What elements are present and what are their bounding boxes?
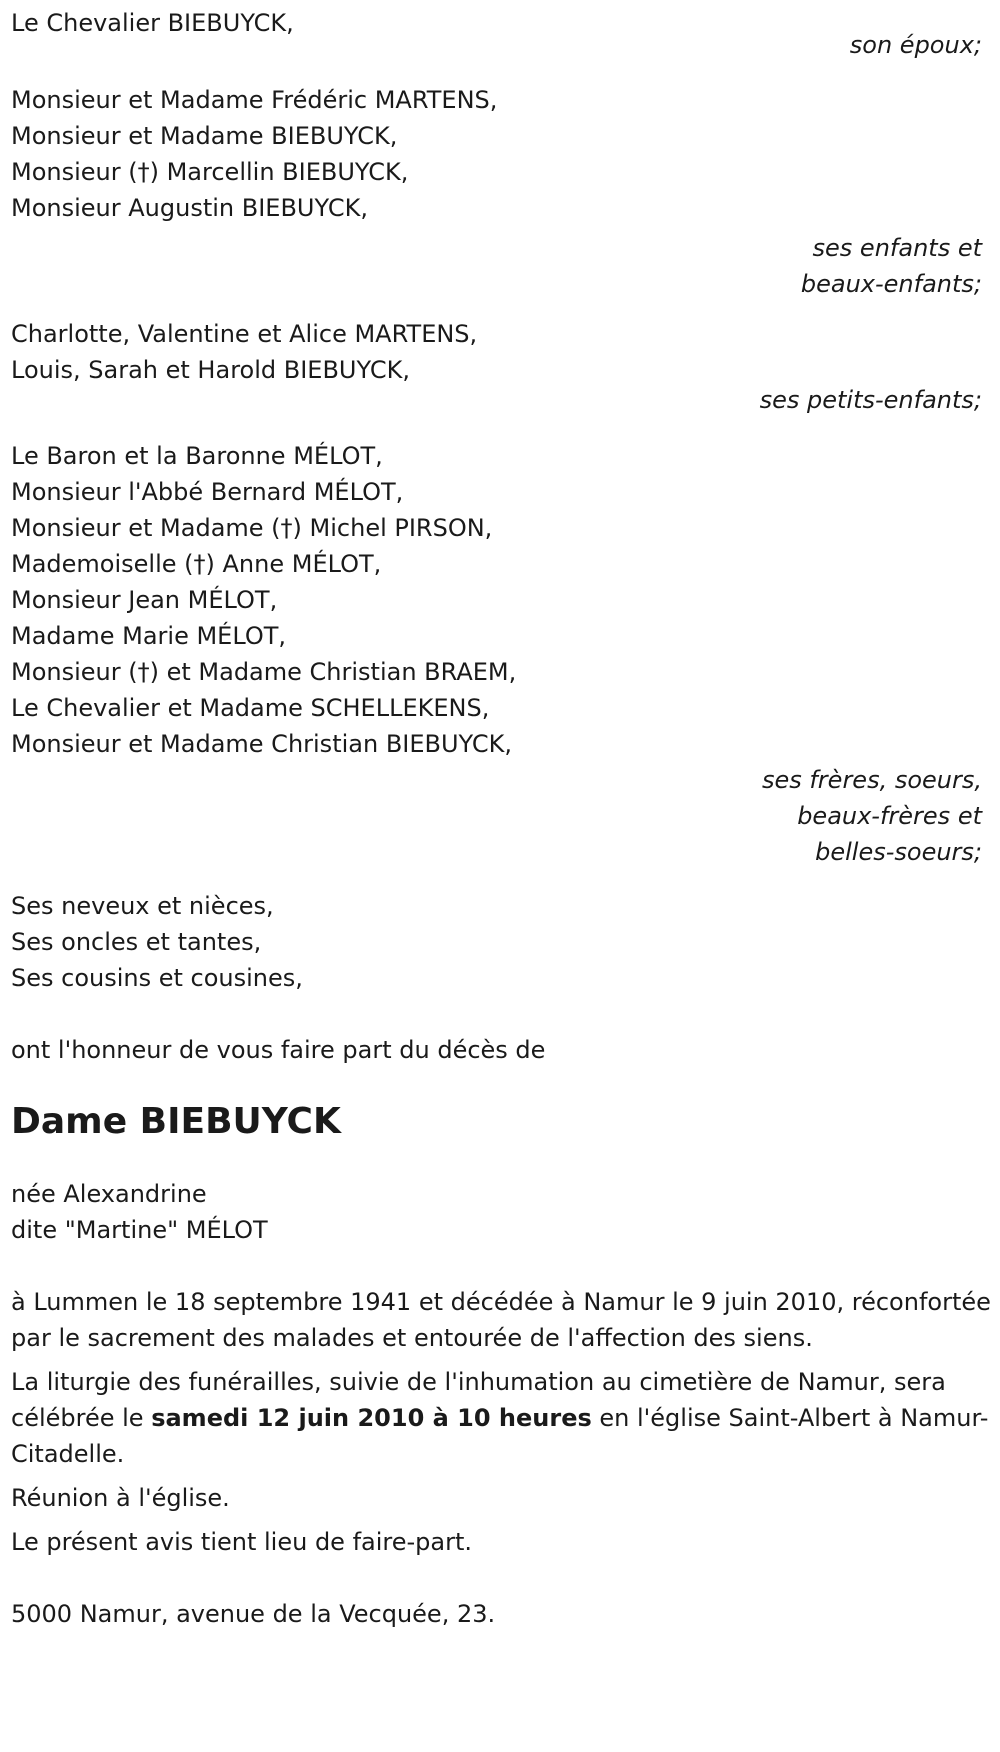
sibling-name: Mademoiselle (†) Anne MÉLOT, xyxy=(11,550,382,578)
birth-death-paragraph: à Lummen le 18 septembre 1941 et décédée à Namur le 9 juin 2010, réconfortée par le sacrement des malades et entourée de l'affection des siens. xyxy=(11,1288,991,1352)
other-relatives-group xyxy=(11,888,986,996)
sibling-name: Le Chevalier et Madame SCHELLEKENS, xyxy=(11,694,490,722)
sibling-name: Monsieur Jean MÉLOT, xyxy=(11,586,278,614)
family-list xyxy=(11,3,986,996)
spouse-group xyxy=(11,3,986,65)
other-relatives-line: Ses cousins et cousines, xyxy=(11,964,303,992)
grandchild-name: Louis, Sarah et Harold BIEBUYCK, xyxy=(11,356,410,384)
announcement-text: ont l'honneur de vous faire part du décès de xyxy=(11,1036,546,1064)
grandchild-name: Charlotte, Valentine et Alice MARTENS, xyxy=(11,320,478,348)
siblings-role: beaux-frères et xyxy=(797,802,982,830)
other-relatives-line: Ses oncles et tantes, xyxy=(11,928,262,956)
spouse-role: son époux; xyxy=(849,31,982,59)
other-relatives-line: Ses neveux et nièces, xyxy=(11,892,274,920)
siblings-role: ses frères, soeurs, xyxy=(761,766,982,794)
liturgy-paragraph xyxy=(11,1364,991,1472)
liturgy-text-after: en l'église Saint-Albert à Namur-Citadelle. xyxy=(11,1404,989,1468)
notice-text: Le présent avis tient lieu de faire-part. xyxy=(11,1528,473,1556)
sibling-name: Monsieur (†) et Madame Christian BRAEM, xyxy=(11,658,517,686)
sibling-name: Monsieur et Madame Christian BIEBUYCK, xyxy=(11,730,513,758)
children-group xyxy=(11,82,986,302)
obituary-page xyxy=(0,3,990,1632)
sibling-name: Monsieur l'Abbé Bernard MÉLOT, xyxy=(11,478,404,506)
sibling-name: Le Baron et la Baronne MÉLOT, xyxy=(11,442,383,470)
children-role: ses enfants et xyxy=(812,234,982,262)
child-name: Monsieur et Madame Frédéric MARTENS, xyxy=(11,86,498,114)
liturgy-date: samedi 12 juin 2010 à 10 heures xyxy=(151,1404,592,1432)
child-name: Monsieur (†) Marcellin BIEBUYCK, xyxy=(11,158,409,186)
siblings-group xyxy=(11,438,986,870)
sibling-name: Monsieur et Madame (†) Michel PIRSON, xyxy=(11,514,493,542)
child-name: Monsieur Augustin BIEBUYCK, xyxy=(11,194,368,222)
grandchildren-role: ses petits-enfants; xyxy=(759,386,982,414)
deceased-title: Dame BIEBUYCK xyxy=(11,1101,341,1142)
born-name: née Alexandrine xyxy=(11,1180,207,1208)
reunion-text: Réunion à l'église. xyxy=(11,1484,230,1512)
address-text: 5000 Namur, avenue de la Vecquée, 23. xyxy=(11,1600,496,1628)
nickname: dite "Martine" MÉLOT xyxy=(11,1216,268,1244)
child-name: Monsieur et Madame BIEBUYCK, xyxy=(11,122,398,150)
spouse-name: Le Chevalier BIEBUYCK, xyxy=(11,9,294,37)
deceased-names xyxy=(11,1176,990,1248)
grandchildren-group xyxy=(11,316,986,418)
siblings-role: belles-soeurs; xyxy=(815,838,982,866)
liturgy-text-before: La liturgie des funérailles, suivie de l'inhumation au cimetière de Namur, sera célébrée le xyxy=(11,1368,946,1432)
children-role: beaux-enfants; xyxy=(800,270,982,298)
sibling-name: Madame Marie MÉLOT, xyxy=(11,622,287,650)
